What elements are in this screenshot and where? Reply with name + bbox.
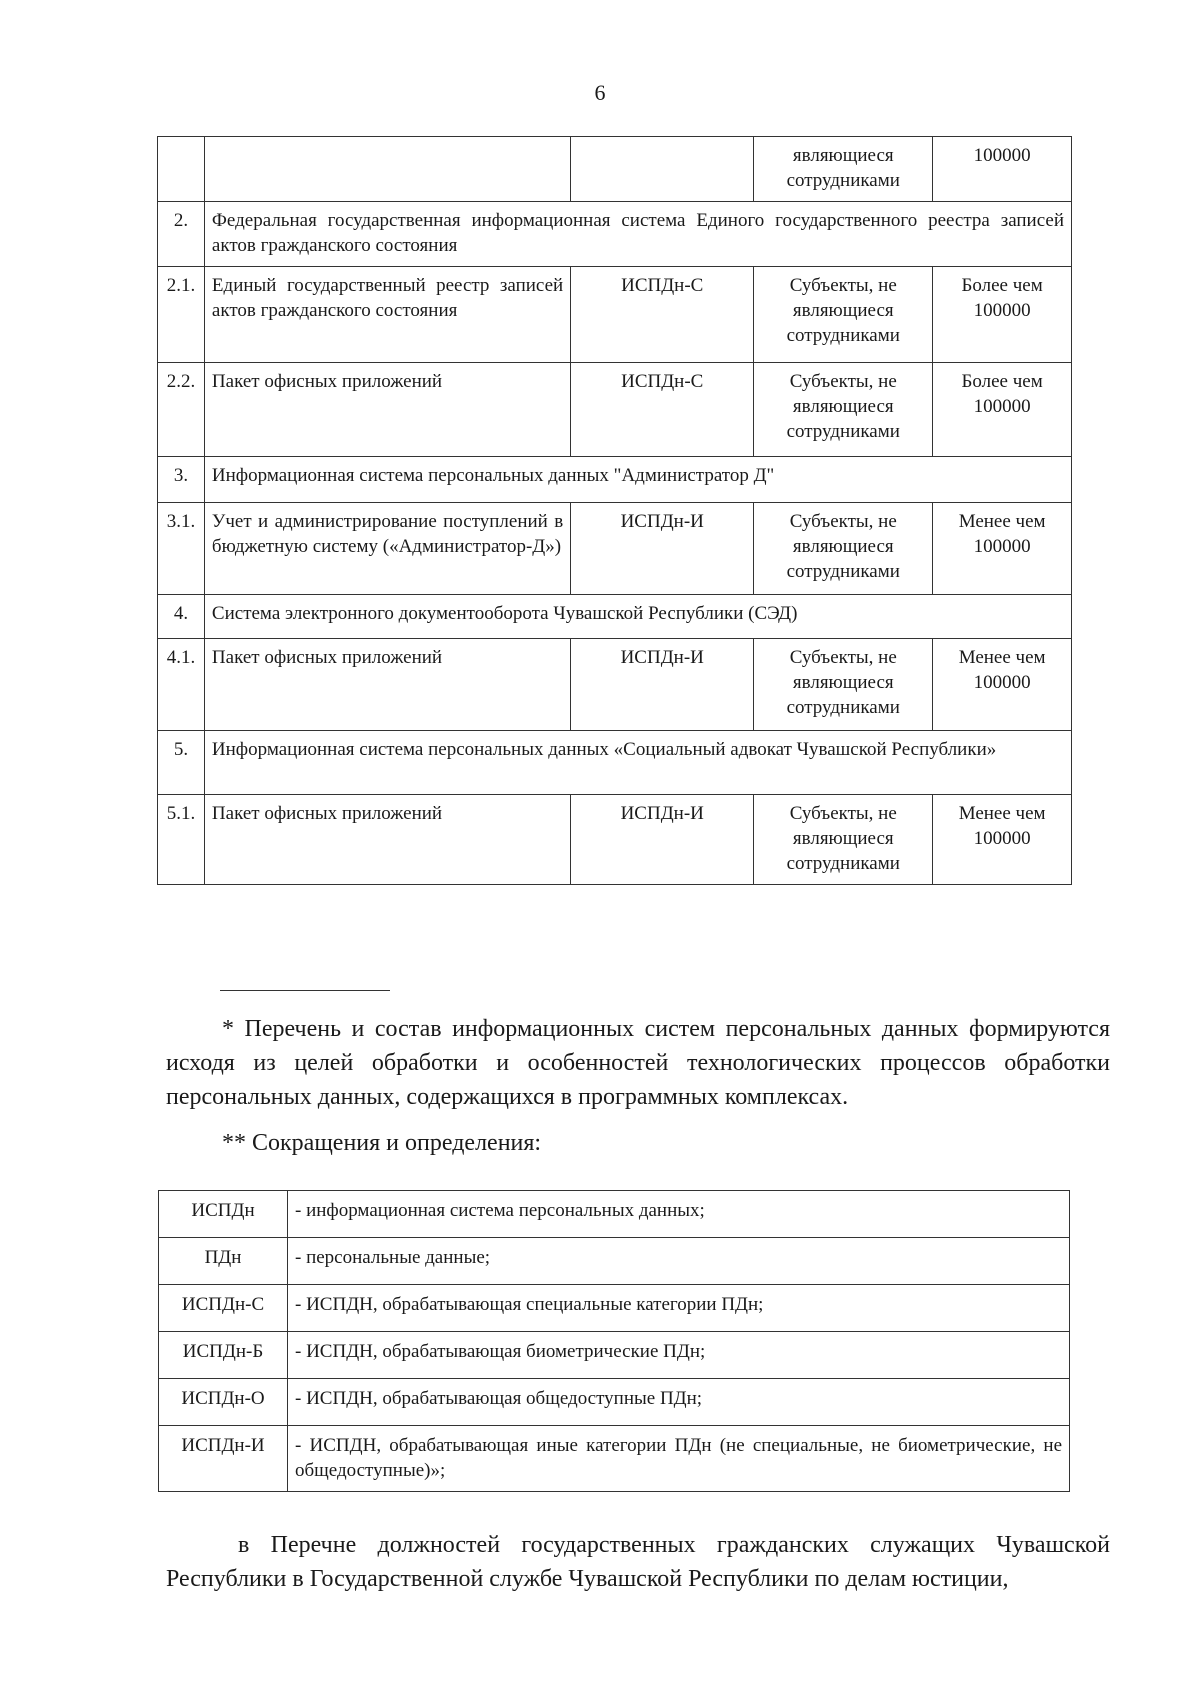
system-name: Пакет офисных приложений — [204, 363, 570, 457]
system-category: ИСПДн-И — [571, 639, 754, 731]
section-row — [158, 595, 1072, 639]
subjects-count: 100000 — [933, 137, 1072, 202]
abbreviation-term: ИСПДн-С — [159, 1285, 288, 1332]
data-subjects: Субъекты, не являющиеся сотрудниками — [754, 639, 933, 731]
data-subjects: Субъекты, не являющиеся сотрудниками — [754, 795, 933, 885]
row-number: 2.2. — [158, 363, 205, 457]
personal-data-systems-table — [157, 136, 1072, 885]
subjects-count: Более чем 100000 — [933, 267, 1072, 363]
row-number: 3.1. — [158, 503, 205, 595]
system-category: ИСПДн-И — [571, 795, 754, 885]
table-row — [158, 137, 1072, 202]
subjects-count: Менее чем 100000 — [933, 639, 1072, 731]
section-row — [158, 457, 1072, 503]
data-subjects: Субъекты, не являющиеся сотрудниками — [754, 363, 933, 457]
abbreviation-row — [159, 1332, 1070, 1379]
data-subjects: Субъекты, не являющиеся сотрудниками — [754, 267, 933, 363]
section-row — [158, 731, 1072, 795]
abbreviation-definition: - ИСПДН, обрабатывающая иные категории ПДн (не специальные, не биометрические, не общедоступные)»; — [288, 1426, 1070, 1492]
footnote-1: * Перечень и состав информационных систем персональных данных формируются исходя из целей обработки и особенностей технологических процессов обработки персональных данных, содержащихся в программных комплексах. — [166, 1016, 1110, 1110]
system-category: ИСПДн-С — [571, 267, 754, 363]
table-row — [158, 503, 1072, 595]
system-category: ИСПДн-И — [571, 503, 754, 595]
subjects-count: Более чем 100000 — [933, 363, 1072, 457]
closing-paragraph: в Перечне должностей государственных гражданских служащих Чувашской Республики в Государственной службе Чувашской Республики по делам юстиции, — [166, 1532, 1110, 1592]
row-number: 2.1. — [158, 267, 205, 363]
row-number: 5. — [158, 731, 205, 795]
table-row — [158, 363, 1072, 457]
system-category: ИСПДн-С — [571, 363, 754, 457]
row-number: 4. — [158, 595, 205, 639]
section-title: Федеральная государственная информационная система Единого государственного реестра записей актов гражданского состояния — [204, 202, 1071, 267]
abbreviation-definition: - информационная система персональных данных; — [288, 1191, 1070, 1238]
system-name: Пакет офисных приложений — [204, 639, 570, 731]
abbreviation-row — [159, 1379, 1070, 1426]
section-title: Информационная система персональных данных «Социальный адвокат Чувашской Республики» — [204, 731, 1071, 795]
table-row — [158, 795, 1072, 885]
footnote-separator — [220, 990, 390, 991]
abbreviation-row — [159, 1426, 1070, 1492]
subjects-count: Менее чем 100000 — [933, 503, 1072, 595]
row-number: 3. — [158, 457, 205, 503]
system-name — [204, 137, 570, 202]
abbreviation-term: ИСПДн-И — [159, 1426, 288, 1492]
system-name: Пакет офисных приложений — [204, 795, 570, 885]
abbreviation-definition: - ИСПДН, обрабатывающая биометрические ПДн; — [288, 1332, 1070, 1379]
abbreviation-term: ИСПДн — [159, 1191, 288, 1238]
abbreviation-definition: - персональные данные; — [288, 1238, 1070, 1285]
row-number: 5.1. — [158, 795, 205, 885]
row-number — [158, 137, 205, 202]
section-title: Информационная система персональных данных "Администратор Д" — [204, 457, 1071, 503]
row-number: 4.1. — [158, 639, 205, 731]
system-category — [571, 137, 754, 202]
row-number: 2. — [158, 202, 205, 267]
abbreviation-term: ПДн — [159, 1238, 288, 1285]
abbreviation-row — [159, 1285, 1070, 1332]
footnote-2: ** Сокращения и определения: — [222, 1130, 542, 1156]
data-subjects: Субъекты, не являющиеся сотрудниками — [754, 503, 933, 595]
abbreviation-definition: - ИСПДН, обрабатывающая специальные категории ПДн; — [288, 1285, 1070, 1332]
abbreviations-table — [158, 1190, 1070, 1492]
abbreviation-term: ИСПДн-О — [159, 1379, 288, 1426]
table-row — [158, 639, 1072, 731]
data-subjects: являющиеся сотрудниками — [754, 137, 933, 202]
abbreviation-definition: - ИСПДН, обрабатывающая общедоступные ПДн; — [288, 1379, 1070, 1426]
abbreviation-term: ИСПДн-Б — [159, 1332, 288, 1379]
table-row — [158, 267, 1072, 363]
abbreviation-row — [159, 1191, 1070, 1238]
system-name: Единый государственный реестр записей актов гражданского состояния — [204, 267, 570, 363]
page-number: 6 — [594, 80, 606, 105]
subjects-count: Менее чем 100000 — [933, 795, 1072, 885]
section-title: Система электронного документооборота Чувашской Республики (СЭД) — [204, 595, 1071, 639]
system-name: Учет и администрирование поступлений в бюджетную систему («Администратор-Д») — [204, 503, 570, 595]
abbreviation-row — [159, 1238, 1070, 1285]
section-row — [158, 202, 1072, 267]
